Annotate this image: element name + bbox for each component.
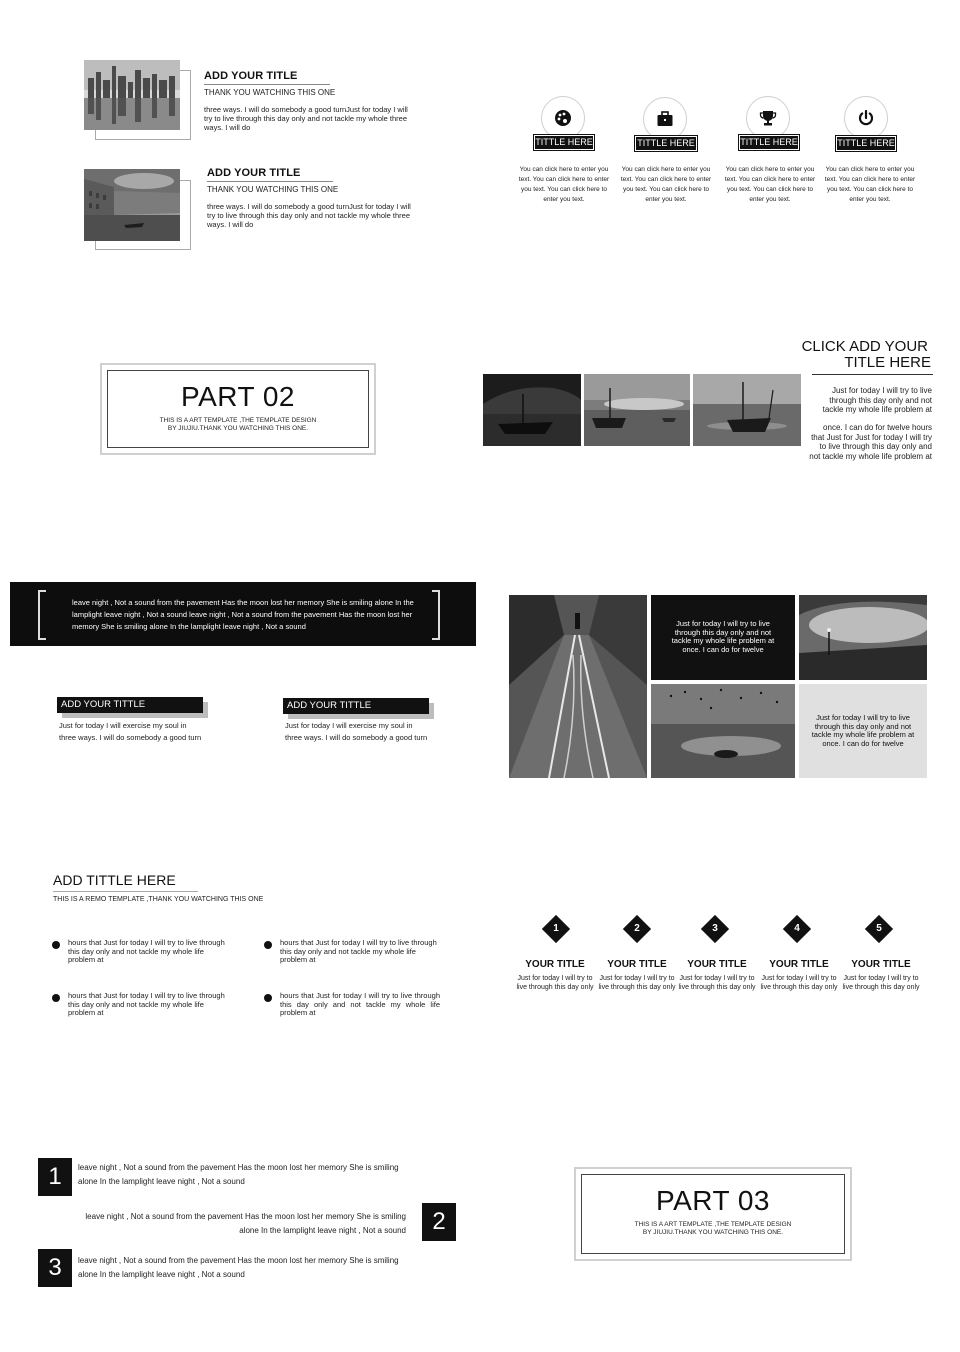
part-title: PART 02 bbox=[180, 381, 295, 412]
item-subtitle: THANK YOU WATCHING THIS ONE bbox=[204, 88, 336, 97]
card-title-tag: ADD YOUR TITTLE bbox=[283, 698, 429, 714]
item-title: ADD YOUR TITLE bbox=[207, 167, 301, 179]
feature-circle bbox=[643, 97, 687, 141]
step-text: Just for today I will try to live through this day only bbox=[760, 975, 838, 991]
number-badge: 2 bbox=[422, 1203, 456, 1241]
item-body: three ways. I will do somebody a good turnJust for today I will try to live through this day only and not tackle my whole three ways. I will do bbox=[207, 202, 411, 229]
part-subtitle-line: THIS IS A ART TEMPLATE ,THE TEMPLATE DESIGN bbox=[159, 417, 317, 424]
card-text: Just for today I will exercise my soul in bbox=[59, 721, 187, 730]
step-number: 4 bbox=[794, 923, 800, 934]
step-number: 2 bbox=[634, 923, 640, 934]
paragraph: once. I can do for twelve hours that Just for Just for today I will try to live through this day only and not tackle my whole life problem at bbox=[809, 423, 932, 461]
part-subtitle-line: BY JIUJIU.THANK YOU WATCHING THIS ONE. bbox=[642, 1229, 784, 1236]
feature-label: TITTLE HERE bbox=[836, 136, 896, 151]
feature-label: TITTLE HERE bbox=[534, 135, 594, 150]
tile-text: Just for today I will try to live through this day only and not tackle my whole life problem at once. I can do for twelve bbox=[671, 619, 775, 654]
feature-text: You can click here to enter you text. You can click here to enter you text. You can click here to enter you text. bbox=[620, 166, 712, 203]
number-badge: 1 bbox=[38, 1158, 72, 1196]
feature-label: TITTLE HERE bbox=[739, 135, 799, 150]
step-title: YOUR TITLE bbox=[687, 959, 747, 970]
trophy-icon bbox=[759, 109, 777, 127]
feature-label: TITTLE HERE bbox=[635, 136, 697, 151]
paragraph: Just for today I will try to live through this day only and not tackle my whole life problem at bbox=[822, 386, 932, 414]
feature-text: You can click here to enter you text. You can click here to enter you text. You can click here to enter you text. bbox=[824, 166, 916, 203]
slide-subtitle: THIS IS A REMO TEMPLATE ,THANK YOU WATCHING THIS ONE bbox=[53, 896, 264, 903]
palette-icon bbox=[554, 109, 572, 127]
step-text: Just for today I will try to live through this day only bbox=[516, 975, 594, 991]
street-photo bbox=[509, 595, 647, 778]
title-divider bbox=[53, 891, 198, 892]
beach-birds-photo bbox=[651, 684, 795, 778]
list-text: alone In the lamplight leave night , Not a sound bbox=[78, 1270, 245, 1279]
step-text: Just for today I will try to live through this day only bbox=[842, 975, 920, 991]
card-text: Just for today I will exercise my soul in bbox=[285, 721, 413, 730]
tile-text: Just for today I will try to live through this day only and not tackle my whole life problem at once. I can do for twelve bbox=[811, 713, 915, 748]
step-number: 5 bbox=[876, 923, 882, 934]
venice-canal-photo bbox=[84, 169, 180, 241]
number-badge: 3 bbox=[38, 1249, 72, 1287]
step-title: YOUR TITLE bbox=[851, 959, 911, 970]
step-text: Just for today I will try to live through this day only bbox=[678, 975, 756, 991]
bullet-dot bbox=[264, 941, 272, 949]
list-text: leave night , Not a sound from the pavement Has the moon lost her memory She is smiling bbox=[85, 1212, 406, 1221]
item-subtitle: THANK YOU WATCHING THIS ONE bbox=[207, 185, 339, 194]
feature-circle bbox=[844, 96, 888, 140]
slide-title: TITLE HERE bbox=[844, 354, 931, 371]
part-title: PART 03 bbox=[655, 1185, 770, 1216]
part-subtitle-line: THIS IS A ART TEMPLATE ,THE TEMPLATE DESIGN bbox=[634, 1221, 792, 1228]
step-number: 1 bbox=[553, 923, 559, 934]
banner-text: memory She is smiling alone In the lamplight leave night , Not a sound bbox=[72, 622, 306, 631]
banner-text: lamplight leave night , Not a sound leave night , Not a sound from the pavement Has the moon lost her bbox=[72, 610, 413, 619]
bullet-text: hours that Just for today I will try to live through this day only and not tackle my whole life problem at bbox=[68, 991, 225, 1017]
step-number: 3 bbox=[712, 923, 718, 934]
step-title: YOUR TITLE bbox=[607, 959, 667, 970]
item-title: ADD YOUR TITLE bbox=[204, 70, 298, 82]
lamppost-photo bbox=[799, 595, 927, 680]
bullet-dot bbox=[52, 941, 60, 949]
bullet-dot bbox=[264, 994, 272, 1002]
feature-circle bbox=[746, 96, 790, 140]
part-subtitle-line: BY JIUJIU.THANK YOU WATCHING THIS ONE. bbox=[167, 425, 309, 432]
slide-title: CLICK ADD YOUR bbox=[801, 338, 928, 355]
list-text: leave night , Not a sound from the pavement Has the moon lost her memory She is smiling bbox=[78, 1163, 399, 1172]
step-title: YOUR TITLE bbox=[525, 959, 585, 970]
feature-text: You can click here to enter you text. You can click here to enter you text. You can click here to enter you text. bbox=[518, 166, 610, 203]
banner-text: leave night , Not a sound from the pavement Has the moon lost her memory She is smiling alone In the bbox=[72, 598, 414, 607]
step-title: YOUR TITLE bbox=[769, 959, 829, 970]
list-text: leave night , Not a sound from the pavement Has the moon lost her memory She is smiling bbox=[78, 1256, 399, 1265]
bullet-text: hours that Just for today I will try to live through this day only and not tackle my whole life problem at bbox=[280, 991, 440, 1017]
item-body: three ways. I will do somebody a good turnJust for today I will try to live through this day only and not tackle my whole three ways. I will do bbox=[204, 105, 408, 132]
bracket-left bbox=[38, 590, 46, 640]
list-text: alone In the lamplight leave night , Not a sound bbox=[78, 1177, 245, 1186]
boat-photo bbox=[693, 374, 801, 446]
title-divider bbox=[207, 181, 333, 182]
step-text: Just for today I will try to live through this day only bbox=[598, 975, 676, 991]
card-text: three ways. I will do somebody a good turn bbox=[285, 733, 428, 742]
boat-photo bbox=[584, 374, 690, 446]
feature-circle bbox=[541, 96, 585, 140]
slide-title: ADD TITTLE HERE bbox=[53, 872, 176, 888]
card-text: three ways. I will do somebody a good turn bbox=[59, 733, 202, 742]
bracket-right bbox=[432, 590, 440, 640]
boat-photo bbox=[483, 374, 581, 446]
bullet-dot bbox=[52, 994, 60, 1002]
bullet-text: hours that Just for today I will try to live through this day only and not tackle my whole life problem at bbox=[68, 938, 225, 964]
power-icon bbox=[857, 109, 875, 127]
part-inner-frame bbox=[107, 370, 369, 448]
title-divider bbox=[204, 84, 330, 85]
card-title-tag: ADD YOUR TITTLE bbox=[57, 697, 203, 713]
list-text: alone In the lamplight leave night , Not a sound bbox=[239, 1226, 406, 1235]
feature-text: You can click here to enter you text. You can click here to enter you text. You can click here to enter you text. bbox=[724, 166, 816, 203]
bullet-text: hours that Just for today I will try to live through this day only and not tackle my whole life problem at bbox=[280, 938, 437, 964]
city-skyline-photo bbox=[84, 60, 180, 130]
title-divider bbox=[812, 374, 933, 375]
briefcase-icon bbox=[656, 110, 674, 128]
part-inner-frame bbox=[581, 1174, 845, 1254]
